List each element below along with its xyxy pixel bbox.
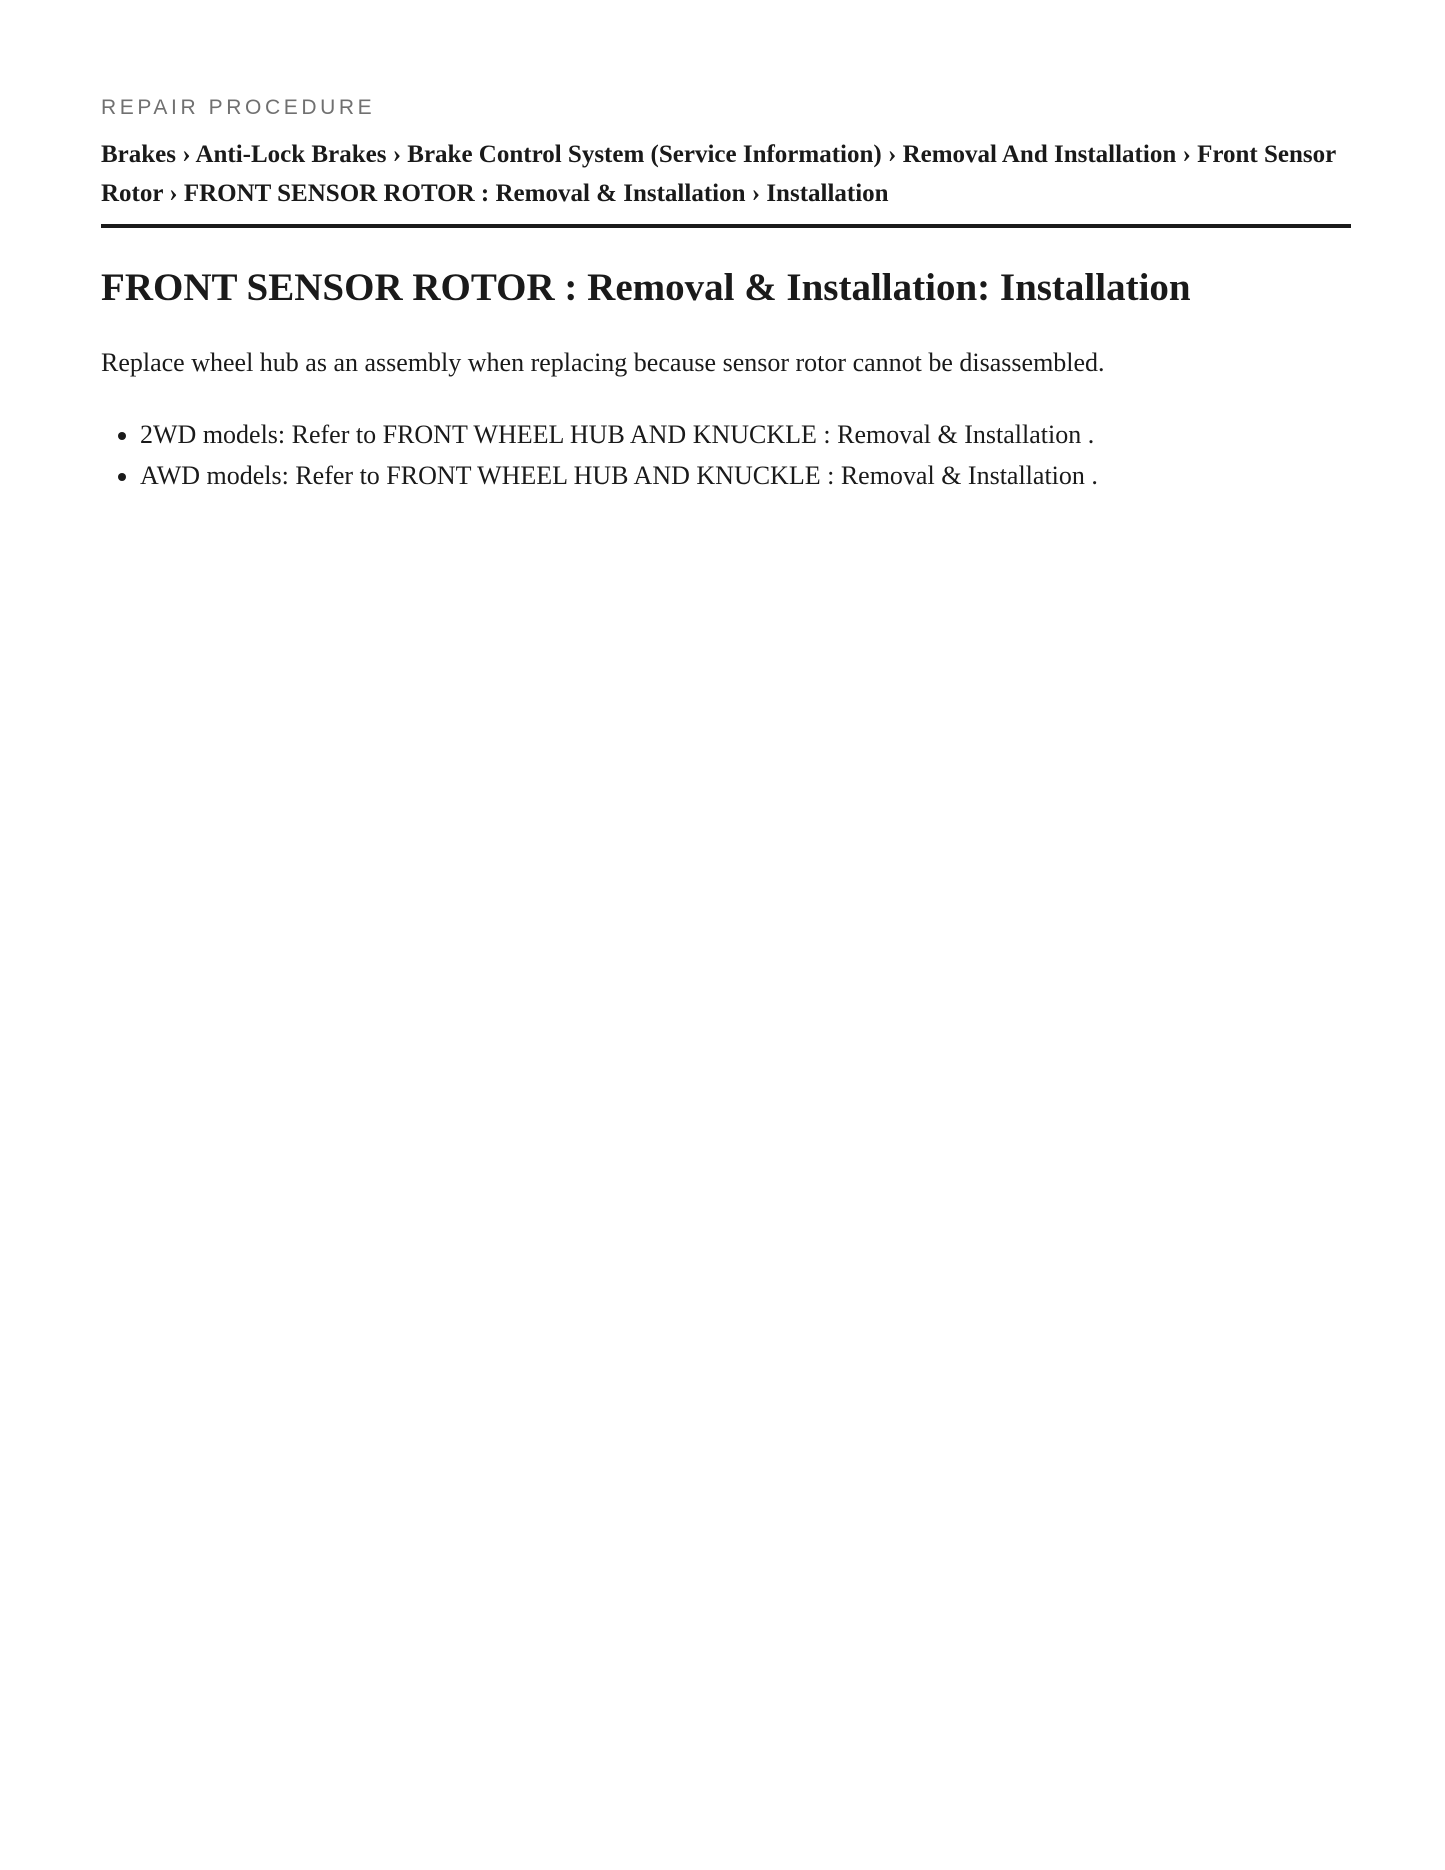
breadcrumb	[101, 135, 1351, 228]
breadcrumb-item-front-sensor-rotor[interactable]: Front Sensor Rotor	[101, 141, 1336, 207]
breadcrumb-item-anti-lock-brakes[interactable]: Anti-Lock Brakes	[195, 141, 387, 168]
breadcrumb-item-installation[interactable]: Installation	[766, 180, 889, 207]
intro-paragraph: Replace wheel hub as an assembly when replacing because sensor rotor cannot be disassembled.	[101, 348, 1105, 377]
section-kicker: REPAIR PROCEDURE	[101, 96, 376, 119]
breadcrumb-item-front-sensor-rotor-removal[interactable]: FRONT SENSOR ROTOR : Removal & Installation	[183, 180, 746, 207]
breadcrumb-item-removal-and-installation[interactable]: Removal And Installation	[902, 141, 1177, 168]
breadcrumb-separator: ›	[887, 141, 897, 168]
breadcrumb-item-brake-control-system[interactable]: Brake Control System (Service Information)	[407, 141, 882, 168]
breadcrumb-separator: ›	[1182, 141, 1191, 168]
list-item-awd: • AWD models: Refer to FRONT WHEEL HUB AND KNUCKLE : Removal & Installation .	[140, 455, 1351, 496]
breadcrumb-item-brakes[interactable]: Brakes	[101, 141, 176, 168]
breadcrumb-separator: ›	[182, 141, 191, 168]
list-item-2wd: • 2WD models: Refer to FRONT WHEEL HUB AND KNUCKLE : Removal & Installation .	[140, 414, 1351, 455]
page-title: FRONT SENSOR ROTOR : Removal & Installation: Installation	[101, 266, 1191, 309]
breadcrumb-separator: ›	[392, 141, 402, 168]
breadcrumb-separator: ›	[169, 180, 178, 207]
document-page	[101, 95, 1351, 496]
reference-list	[101, 414, 1351, 496]
breadcrumb-separator: ›	[751, 180, 761, 207]
